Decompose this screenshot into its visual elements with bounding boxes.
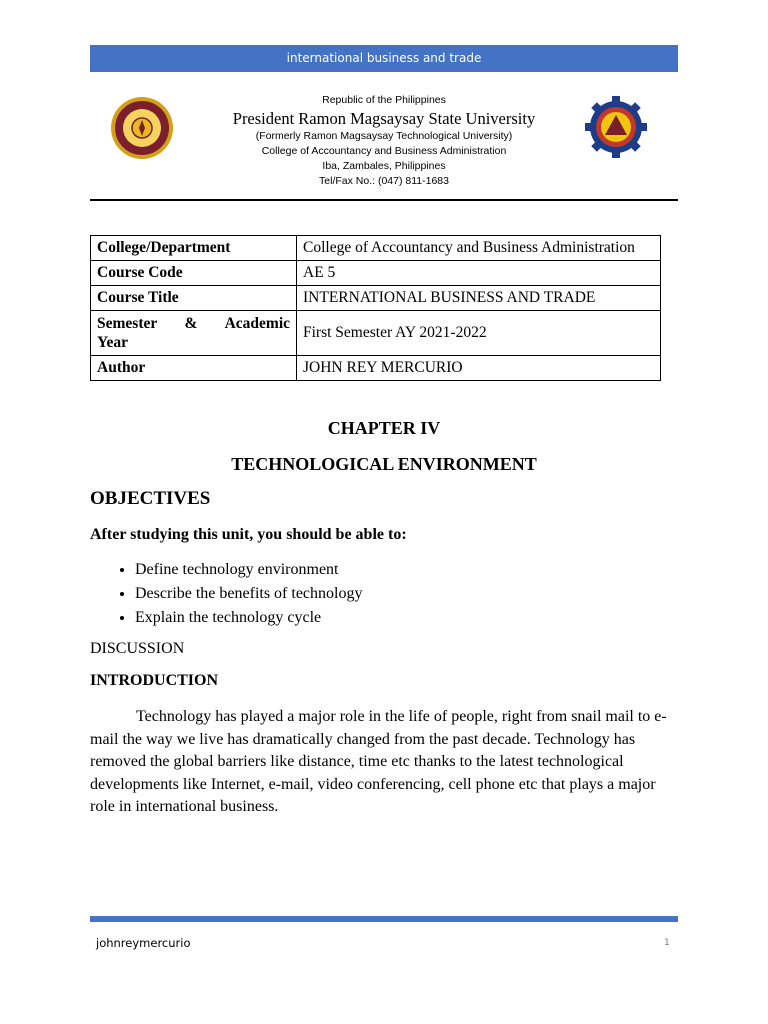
objectives-heading: OBJECTIVES — [90, 488, 211, 509]
row-key: College/Department — [91, 236, 297, 261]
table-row — [91, 261, 661, 286]
objectives-intro: After studying this unit, you should be able to: — [90, 526, 407, 543]
year-word: Year — [97, 334, 128, 351]
header-divider — [90, 199, 678, 201]
row-key: Course Title — [91, 286, 297, 311]
address-line: Iba, Zambales, Philippines — [322, 160, 446, 172]
university-header — [180, 93, 588, 189]
chapter-title: TECHNOLOGICAL ENVIRONMENT — [231, 454, 537, 474]
introduction-paragraph: Technology has played a major role in the life of people, right from snail mail to e-mail the way we live has dramatically changed from the past decade. Technology has removed the global barriers like distance, time etc thanks to the latest technological developments like Internet, e-mail, video conferencing, cell phone etc that plays a major role in international business. — [90, 708, 667, 815]
college-line: College of Accountancy and Business Administration — [261, 145, 507, 157]
footer-bar — [90, 916, 678, 922]
contact-line: Tel/Fax No.: (047) 811-1683 — [319, 175, 449, 187]
row-key: Author — [91, 356, 297, 381]
document-banner — [90, 45, 678, 72]
discussion-label: DISCUSSION — [90, 640, 185, 657]
row-value: College of Accountancy and Business Administration — [297, 236, 661, 261]
introduction-heading: INTRODUCTION — [90, 672, 219, 689]
formerly-line: (Formerly Ramon Magsaysay Technological University) — [255, 130, 513, 142]
banner-title: international business and trade — [286, 51, 482, 65]
row-key — [91, 311, 297, 356]
row-value: JOHN REY MERCURIO — [297, 356, 661, 381]
university-seal-logo — [110, 96, 174, 160]
table-row — [91, 286, 661, 311]
row-value: First Semester AY 2021-2022 — [297, 311, 661, 356]
list-item: • Describe the benefits of technology — [135, 582, 362, 606]
semester-word: Semester — [97, 315, 158, 332]
course-info-table — [90, 235, 661, 381]
country-line: Republic of the Philippines — [322, 94, 446, 106]
college-gear-logo — [584, 95, 648, 159]
list-item: • Define technology environment — [135, 558, 362, 582]
table-row — [91, 236, 661, 261]
objectives-list — [90, 558, 362, 630]
ampersand: & — [184, 315, 198, 332]
footer-author: johnreymercurio — [96, 936, 191, 950]
row-value: AE 5 — [297, 261, 661, 286]
chapter-number: CHAPTER IV — [327, 418, 441, 438]
academic-word: Academic — [224, 315, 290, 332]
university-name: President Ramon Magsaysay State University — [232, 109, 536, 128]
table-row — [91, 311, 661, 356]
row-value: INTERNATIONAL BUSINESS AND TRADE — [297, 286, 661, 311]
list-item: • Explain the technology cycle — [135, 606, 362, 630]
page-number: 1 — [664, 938, 670, 948]
row-key: Course Code — [91, 261, 297, 286]
table-row — [91, 356, 661, 381]
